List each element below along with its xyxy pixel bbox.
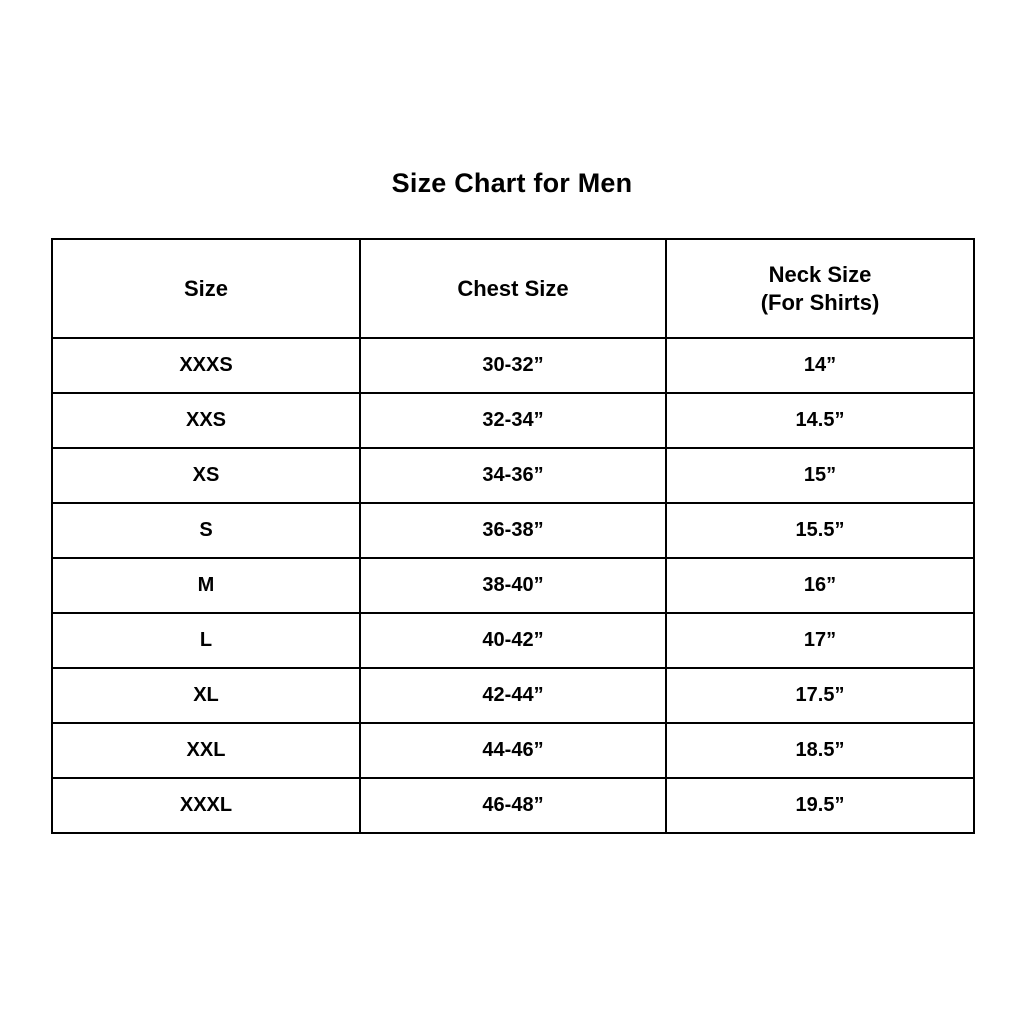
cell-chest: 34-36” [360, 448, 666, 503]
column-header-chest-size-label: Chest Size [457, 275, 569, 301]
column-header-neck-size-label: Neck Size [768, 262, 872, 287]
table-row [52, 613, 974, 668]
cell-size: XS [52, 448, 360, 503]
cell-size: XXXL [52, 778, 360, 833]
cell-chest: 32-34” [360, 393, 666, 448]
table-row [52, 558, 974, 613]
column-header-size-label: Size [183, 275, 229, 301]
column-header-chest-size [360, 239, 666, 338]
table-row [52, 338, 974, 393]
table-row [52, 393, 974, 448]
cell-size: L [52, 613, 360, 668]
table-body [52, 338, 974, 833]
column-header-size [52, 239, 360, 338]
table-row [52, 448, 974, 503]
cell-neck: 15.5” [666, 503, 974, 558]
cell-neck: 18.5” [666, 723, 974, 778]
cell-neck: 17.5” [666, 668, 974, 723]
cell-size: XXXS [52, 338, 360, 393]
table-row [52, 503, 974, 558]
cell-size: M [52, 558, 360, 613]
cell-neck: 19.5” [666, 778, 974, 833]
cell-chest: 42-44” [360, 668, 666, 723]
cell-chest: 44-46” [360, 723, 666, 778]
cell-neck: 14” [666, 338, 974, 393]
size-chart-table-container [51, 238, 973, 834]
cell-chest: 46-48” [360, 778, 666, 833]
table-header-row [52, 239, 974, 338]
column-header-neck-size [666, 239, 974, 338]
cell-chest: 38-40” [360, 558, 666, 613]
cell-size: S [52, 503, 360, 558]
table-row [52, 668, 974, 723]
table-header [52, 239, 974, 338]
cell-neck: 15” [666, 448, 974, 503]
cell-size: XXL [52, 723, 360, 778]
cell-chest: 36-38” [360, 503, 666, 558]
table-row [52, 723, 974, 778]
size-chart-table [51, 238, 975, 834]
cell-chest: 40-42” [360, 613, 666, 668]
cell-size: XXS [52, 393, 360, 448]
cell-chest: 30-32” [360, 338, 666, 393]
table-row [52, 778, 974, 833]
page-title: Size Chart for Men [391, 168, 633, 198]
column-header-neck-size-sublabel: (For Shirts) [760, 289, 880, 315]
cell-neck: 17” [666, 613, 974, 668]
cell-neck: 16” [666, 558, 974, 613]
cell-neck: 14.5” [666, 393, 974, 448]
cell-size: XL [52, 668, 360, 723]
